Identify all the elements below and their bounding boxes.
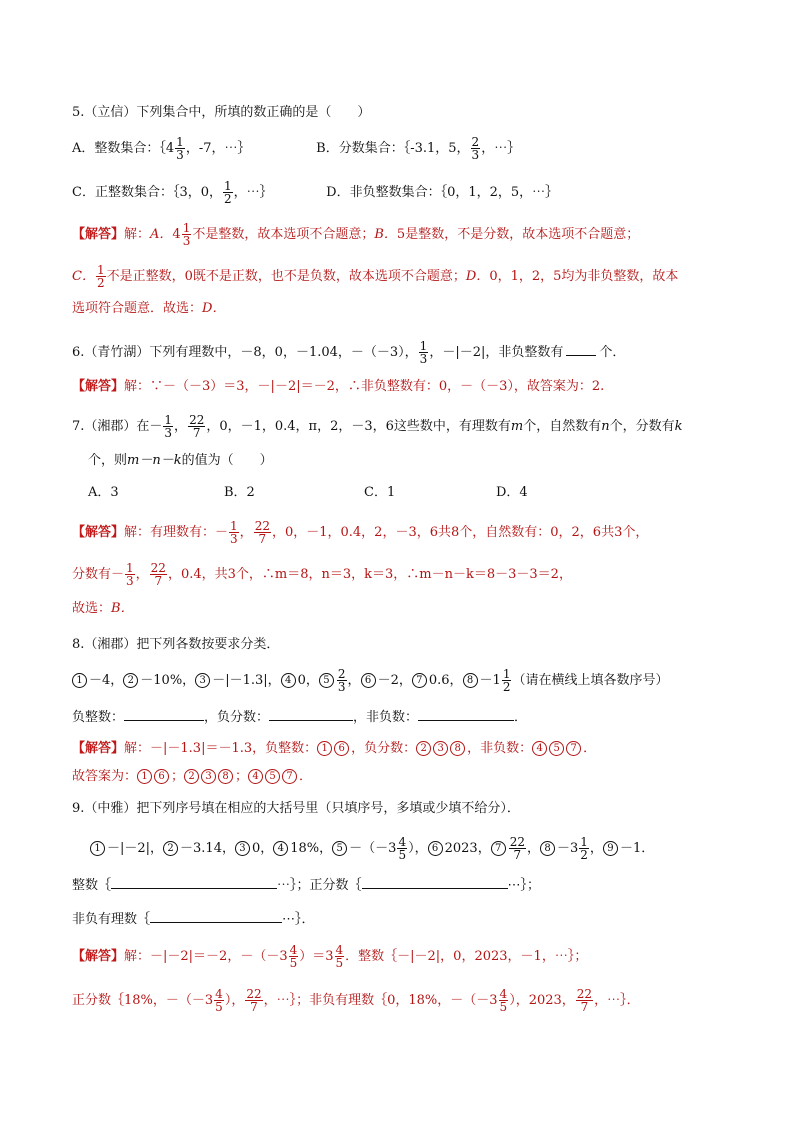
q8-answer2-label: 故答案为：: [72, 769, 138, 784]
q6-stem-part3: 个．: [599, 345, 626, 360]
q9-answer2-fraction-4: $\frac{22}{7}$: [576, 987, 593, 1014]
q8-cat-nonnegative-blank[interactable]: [418, 708, 514, 721]
q9-answer-part3: ．整数｛－|－2|，0，2023，－1，⋯｝；: [345, 949, 588, 964]
q9-set-integer-blank[interactable]: [111, 876, 277, 889]
q9-answer-fraction-2: $\frac{4}{5}$: [335, 943, 344, 970]
q8-ans-circle-6: 6: [334, 741, 349, 756]
q7-stem-comma: ，: [174, 419, 188, 434]
q6-fraction: $\frac{1}{3}$: [419, 339, 428, 366]
q9-item-3: 0，: [251, 841, 274, 856]
q7-stem2-part2: 的值为（ ）: [181, 453, 273, 468]
q9-items: [90, 836, 654, 861]
q7-stem2-part1: 个，则: [88, 453, 128, 468]
q8-ans2-circle-3: 3: [201, 769, 216, 784]
q8-item-3: －|－1.3|，: [212, 673, 281, 688]
q7-answer-comma: ，: [239, 525, 253, 540]
answer-header: 【解答】: [72, 741, 125, 756]
q7-option-a: A．3: [88, 485, 119, 500]
q8-answer-part3: ，非负数：: [467, 741, 533, 756]
q5-answer-choice: D．: [202, 301, 226, 316]
q8-ans-circle-3: 3: [433, 741, 448, 756]
q8-answer-part1: 解：－|－1.3|＝－1.3，负整数：: [124, 741, 318, 756]
q5-stem-text: 5.（立信）下列集合中，所填的数正确的是（ ）: [72, 105, 371, 120]
q9-item-8: －3: [557, 841, 579, 856]
q9-answer-line2: [72, 988, 640, 1013]
q6-answer-blank[interactable]: [566, 343, 596, 356]
q9-circle-5: 5: [332, 841, 347, 856]
q8-answer-line2: [72, 768, 312, 786]
q8-ans2-circle-1: 1: [137, 769, 152, 784]
q7-expression: m－n－k: [127, 453, 182, 468]
q8-item-2: －10%，: [140, 673, 196, 688]
q5-answer-b-text: 5是整数，不是分数，故本选项不合题意；: [396, 227, 640, 242]
q8-ans2-sep1: ；: [171, 769, 185, 784]
q8-item-5-fraction: $\frac{2}{3}$: [337, 667, 346, 694]
q9-circle-6: 6: [428, 841, 443, 856]
q5-answer-line3: [72, 300, 225, 318]
q9-item-5a: －（－3: [349, 841, 397, 856]
q7-option-c: C．1: [364, 485, 396, 500]
q7-var-m: m: [510, 419, 524, 434]
q9-answer2-end: ，⋯｝．: [594, 993, 640, 1008]
q9-set-nonneg-rational-blank[interactable]: [150, 910, 282, 923]
q8-circle-1: 1: [72, 673, 87, 688]
q5-option-b-fraction: $\frac{2}{3}$: [471, 135, 480, 162]
q8-circle-4: 4: [281, 673, 296, 688]
q9-answer-fraction-1: $\frac{4}{5}$: [289, 943, 298, 970]
q8-items: [72, 668, 668, 693]
q5-option-a-tail: ，-7，⋯｝: [185, 141, 251, 156]
q9-answer2-part4: ），2023，: [509, 993, 575, 1008]
q5-option-c-label: C．正整数集合：｛3，0，: [72, 185, 222, 200]
q5-options-cd: [72, 180, 558, 205]
q5-options-ab: [72, 136, 520, 161]
q5-option-d: D．非负整数集合：｛0，1，2，5，⋯｝: [326, 185, 559, 200]
q8-ans-circle-8: 8: [450, 741, 465, 756]
q9-item-2: －3.14，: [180, 841, 235, 856]
q8-answer-end: ．: [583, 741, 597, 756]
q7-fraction-2: $\frac{22}{7}$: [189, 413, 205, 440]
q9-answer2-fraction-1: $\frac{4}{5}$: [215, 987, 223, 1014]
q5-option-a-label: A．整数集合：｛4: [72, 141, 175, 156]
q9-circle-2: 2: [163, 841, 178, 856]
q9-answer2-fraction-2: $\frac{22}{7}$: [246, 987, 262, 1014]
q9-stem-text: 9.（中雅）把下列序号填在相应的大括号里（只填序号，多填或少填不给分）．: [72, 801, 520, 816]
q7-option-b: B．2: [224, 485, 255, 500]
q6-answer-text: 解：∵－（－3）＝3，－|－2|＝－2，∴非负整数有：0，－（－3），故答案为：2.: [124, 379, 605, 394]
q9-set-integer-label: 整数｛: [72, 878, 112, 893]
q7-answer2-fraction-2: $\frac{22}{7}$: [150, 561, 166, 588]
q8-cat-negative-frac-blank[interactable]: [269, 708, 353, 721]
q5-answer-c-label: C．: [72, 269, 95, 284]
q7-stem-line2: [88, 452, 273, 470]
q8-ans-circle-5: 5: [549, 741, 564, 756]
q7-var-k: k: [674, 419, 683, 434]
q7-fraction-1: $\frac{1}{3}$: [164, 413, 173, 440]
q8-circle-8: 8: [463, 673, 478, 688]
q9-item-7-fraction: $\frac{22}{7}$: [509, 835, 525, 862]
answer-header: 【解答】: [72, 227, 125, 242]
q8-categories: [72, 708, 527, 727]
q8-items-instruction: （请在横线上填各数序号）: [512, 673, 669, 688]
q8-item-8-fraction: $\frac{1}{2}$: [502, 667, 511, 694]
q9-item-8-fraction: $\frac{1}{2}$: [580, 835, 588, 862]
q9-item-7-comma: ，: [526, 841, 540, 856]
q8-ans-circle-4: 4: [532, 741, 547, 756]
q8-ans-circle-7: 7: [566, 741, 581, 756]
q9-set2-end: ⋯｝．: [282, 912, 315, 927]
answer-header: 【解答】: [72, 379, 125, 394]
q5-answer-d-label: D．: [465, 269, 490, 284]
q5-answer-line2: [72, 264, 678, 289]
q5-answer-line1: [72, 222, 639, 247]
q5-option-c-tail: ，⋯｝: [233, 185, 273, 200]
q9-set-positive-frac-label: ⋯｝；正分数｛: [277, 878, 362, 893]
q7-answer-line1: [72, 520, 648, 545]
q9-item-5-fraction: $\frac{4}{5}$: [398, 835, 407, 862]
q8-cat-negative-int-blank[interactable]: [124, 708, 204, 721]
q7-answer-conclusion: 故选：: [72, 601, 112, 616]
q7-stem-part1: 7.（湘郡）在－: [72, 419, 163, 434]
q8-item-7: 0.6，: [428, 673, 463, 688]
q7-stem-part4: 个，分数有: [609, 419, 675, 434]
q7-answer-fraction-1: $\frac{1}{3}$: [230, 519, 238, 546]
q9-answer-line1: [72, 944, 587, 969]
q8-circle-5: 5: [319, 673, 334, 688]
q8-cat-negative-frac-label: ，负分数：: [204, 710, 270, 725]
q5-answer-d-text: 0，1，2，5均为非负整数，故本: [489, 269, 679, 284]
q5-answer-a-whole: 4: [172, 227, 181, 242]
q7-option-d: D．4: [496, 485, 528, 500]
q7-answer-line2: [72, 562, 572, 587]
q9-sets-line1: [72, 876, 540, 895]
q9-answer2-part3: ，⋯｝；非负有理数｛0，18%，－（－3: [263, 993, 498, 1008]
q9-circle-1: 1: [90, 841, 105, 856]
q9-circle-4: 4: [273, 841, 288, 856]
answer-header: 【解答】: [72, 949, 125, 964]
q7-answer2-part1: 分数有－: [72, 567, 125, 582]
q8-item-8: －1: [479, 673, 501, 688]
q5-option-b-label: B．分数集合：｛-3.1，5，: [316, 141, 470, 156]
q9-set1-end: ⋯｝；: [507, 878, 541, 893]
q5-answer-b-label: B．: [374, 227, 397, 242]
q7-answer-choice: B．: [111, 601, 134, 616]
q9-item-4: 18%，: [290, 841, 333, 856]
q5-option-b-tail: ，⋯｝: [481, 141, 521, 156]
q6-stem: [72, 340, 625, 365]
q8-ans2-circle-8: 8: [218, 769, 233, 784]
answer-header: 【解答】: [72, 525, 125, 540]
q7-answer-part2: ，0，－1，0.4，2，－3，6共8个，自然数有：0，2，6共3个，: [271, 525, 649, 540]
q8-cat-nonnegative-label: ，非负数：: [353, 710, 419, 725]
q8-answer-line1: [72, 740, 596, 758]
q9-stem: [72, 800, 520, 818]
q7-answer-fraction-2: $\frac{22}{7}$: [254, 519, 270, 546]
q9-answer2-fraction-3: $\frac{4}{5}$: [499, 987, 508, 1014]
q5-answer-text: 解：: [124, 227, 151, 242]
q7-options: [88, 484, 528, 502]
q8-item-4: 0，: [297, 673, 319, 688]
q8-item-6: －2，: [377, 673, 412, 688]
q9-circle-8: 8: [540, 841, 555, 856]
q8-ans2-end: ．: [299, 769, 313, 784]
q9-circle-7: 7: [491, 841, 506, 856]
q6-answer: [72, 378, 604, 396]
q9-circle-9: 9: [603, 841, 618, 856]
q5-answer-a-fraction: $\frac{1}{3}$: [182, 221, 191, 248]
q8-circle-3: 3: [195, 673, 210, 688]
q8-ans2-sep2: ；: [235, 769, 249, 784]
q7-stem-part2: ，0，－1，0.4，π，2，－3，6这些数中，有理数有: [206, 419, 511, 434]
q9-answer-part1: 解：－|－2|＝－2，－（－3: [124, 949, 288, 964]
q9-item-5b: ），: [408, 841, 428, 856]
q7-stem-part3: 个，自然数有: [523, 419, 602, 434]
q8-stem: [72, 636, 279, 654]
q7-var-n: n: [601, 419, 610, 434]
q8-cat-negative-int-label: 负整数：: [72, 710, 125, 725]
q9-answer2-part1: 正分数｛18%，－（－3: [72, 993, 214, 1008]
q7-answer2-fraction-1: $\frac{1}{3}$: [126, 561, 134, 588]
q9-item-6: 2023，: [444, 841, 491, 856]
q8-answer-part2: ，负分数：: [351, 741, 417, 756]
q9-set-positive-frac-blank[interactable]: [362, 876, 508, 889]
q8-ans2-circle-2: 2: [184, 769, 199, 784]
q8-circle-7: 7: [412, 673, 427, 688]
q5-answer-a-text: 不是整数，故本选项不合题意；: [192, 227, 375, 242]
q8-ans2-circle-6: 6: [154, 769, 169, 784]
q8-ans2-circle-7: 7: [282, 769, 297, 784]
q8-item-5-comma: ，: [347, 673, 361, 688]
q5-option-c-fraction: $\frac{1}{2}$: [224, 179, 232, 206]
q9-circle-3: 3: [235, 841, 250, 856]
q9-item-1: －|－2|，: [107, 841, 164, 856]
q5-option-a-fraction: $\frac{1}{3}$: [176, 135, 184, 162]
q7-answer2-comma: ，: [135, 567, 149, 582]
q5-answer-conclusion: 选项符合题意．故选：: [72, 301, 203, 316]
q5-answer-c-fraction: $\frac{1}{2}$: [96, 263, 105, 290]
q9-set-nonneg-rational-label: 非负有理数｛: [72, 912, 151, 927]
q9-item-8-comma: ，: [589, 841, 603, 856]
q8-circle-2: 2: [123, 673, 138, 688]
q8-item-1: －4，: [89, 673, 124, 688]
q9-sets-line2: [72, 910, 315, 929]
q8-stem-text: 8.（湘郡）把下列各数按要求分类．: [72, 637, 280, 652]
q6-stem-part2: ，－|－2|，非负整数有: [429, 345, 564, 360]
q8-ans2-circle-4: 4: [248, 769, 263, 784]
q7-stem-line1: [72, 414, 683, 439]
q6-stem-part1: 6.（青竹湖）下列有理数中，－8，0，－1.04，－（－3），: [72, 345, 418, 360]
q7-answer-part1: 解：有理数有：－: [124, 525, 229, 540]
q9-item-9: －1．: [619, 841, 655, 856]
q8-ans2-circle-5: 5: [265, 769, 280, 784]
q7-answer-line3: [72, 600, 134, 618]
q5-answer-c-text: 不是正整数，0既不是正数，也不是负数，故本选项不合题意；: [106, 269, 466, 284]
q5-stem: [72, 104, 370, 122]
q9-answer-part2: ）＝3: [299, 949, 334, 964]
q5-answer-a-label: A．: [150, 227, 173, 242]
q7-answer2-part2: ，0.4，共3个，∴m＝8，n＝3，k＝3，∴m－n－k＝8－3－3＝2，: [167, 567, 572, 582]
q8-circle-6: 6: [361, 673, 376, 688]
q8-ans-circle-1: 1: [317, 741, 332, 756]
q9-answer2-part2: ），: [224, 993, 245, 1008]
q8-ans-circle-2: 2: [416, 741, 431, 756]
q8-cat-end: ．: [514, 710, 528, 725]
